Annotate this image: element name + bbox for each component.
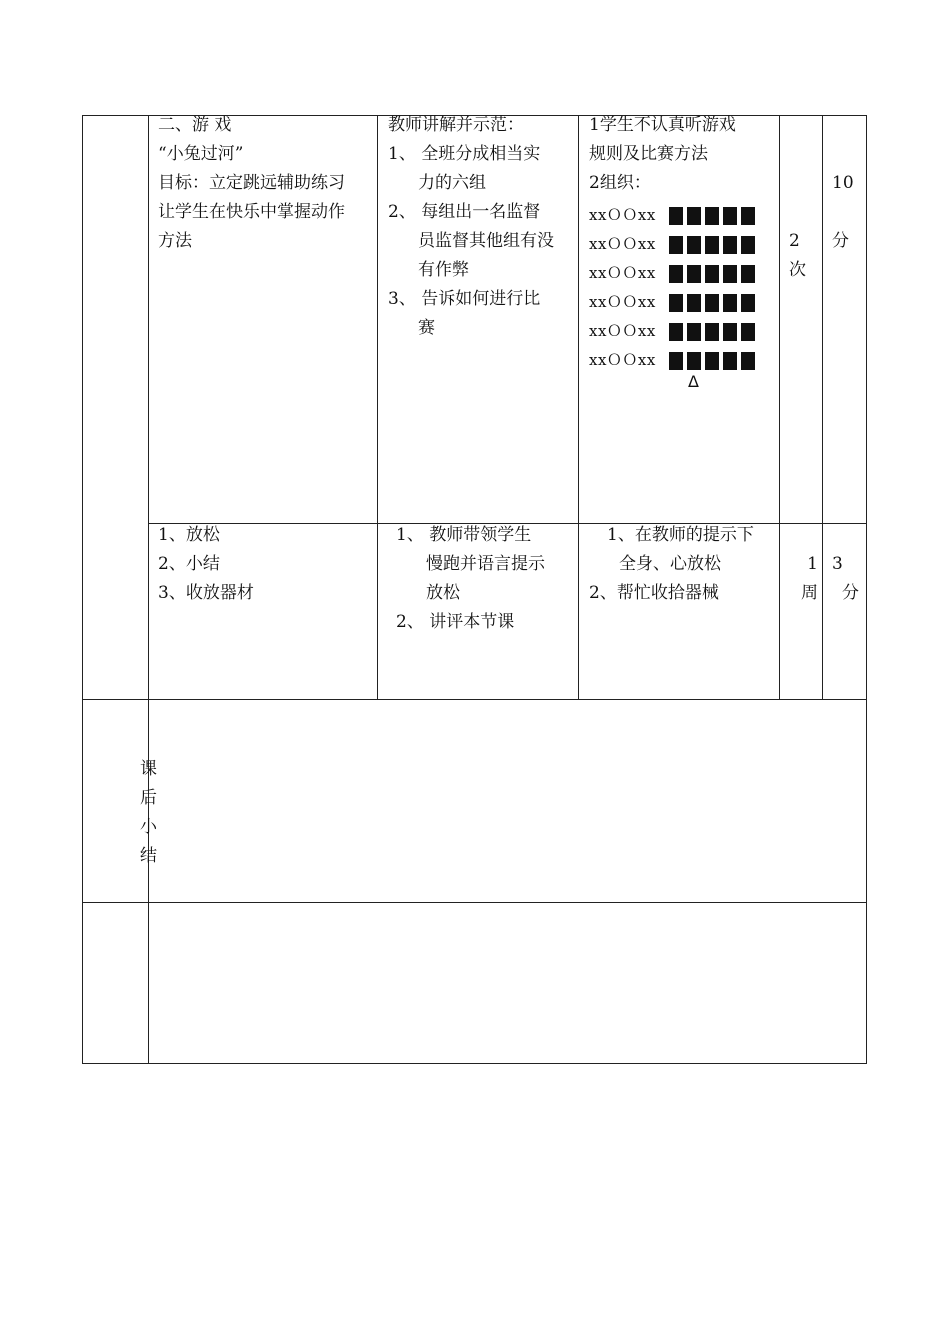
row1-time-number: 10 [832,173,854,193]
row1-time-spacer [832,198,854,227]
formation-row [589,317,755,346]
row-divider-3 [82,902,867,903]
row1-teacher-line: 员监督其他组有没 [418,231,554,251]
formation-students: xxＯＯxx [589,293,656,311]
row1-count-unit: 次 [789,260,806,280]
obstacle-blocks [669,236,755,254]
formation-students: xxＯＯxx [589,235,656,253]
formation-students: xxＯＯxx [589,264,656,282]
row1-content-line: “小兔过河” [158,144,244,164]
row1-teacher-line: 2、 每组出一名监督 [388,202,541,222]
formation-students: xxＯＯxx [589,206,656,224]
teacher-triangle-icon: Δ [688,372,699,391]
row2-student-line: 1、在教师的提示下 [607,525,754,545]
table-bottom-border [82,1063,867,1064]
summary-label [140,755,160,871]
obstacle-blocks [669,352,755,370]
row2-teacher-line: 放松 [426,583,460,603]
col-divider-3 [578,115,579,700]
row1-student-line: 规则及比赛方法 [589,144,708,164]
col-divider-1 [148,115,149,1064]
obstacle-blocks [669,323,755,341]
row1-teacher-line: 1、 全班分成相当实 [388,144,541,164]
row2-content-line: 1、放松 [158,525,220,545]
obstacle-blocks [669,207,755,225]
row1-student-cell [589,111,736,198]
row2-teacher-cell [396,521,545,637]
row2-count-unit: 周 [801,583,818,603]
row2-count-cell [800,550,818,608]
row1-content-line: 二、游 戏 [158,115,232,135]
row2-student-line: 全身、心放松 [619,554,721,574]
row2-teacher-line: 1、 教师带领学生 [396,525,532,545]
formation-row [589,201,755,230]
col-divider-4 [779,115,780,700]
row1-time-cell [832,169,854,256]
row2-content-line: 2、小结 [158,554,220,574]
row2-time-unit: 分 [842,583,859,603]
row2-student-cell [589,521,754,608]
row2-content-cell [158,521,254,608]
row1-time-unit: 分 [832,231,849,251]
row1-count-number: 2 [789,231,800,251]
formation-diagram [589,201,755,375]
row2-teacher-line: 慢跑并语言提示 [426,554,545,574]
summary-label-char: 课 [140,759,157,779]
summary-label-char: 后 [140,788,157,808]
col-divider-2 [377,115,378,700]
summary-label-char: 小 [140,817,157,837]
row2-content-line: 3、收放器材 [158,583,254,603]
row1-content-line: 目标：立定跳远辅助练习 [158,173,345,193]
formation-students: xxＯＯxx [589,322,656,340]
row1-student-line: 1学生不认真听游戏 [589,115,736,135]
row1-content-cell [158,111,345,256]
row2-teacher-line: 2、 讲评本节课 [396,612,515,632]
row1-teacher-line: 3、 告诉如何进行比 [388,289,541,309]
row1-content-line: 让学生在快乐中掌握动作 [158,202,345,222]
row1-teacher-line: 力的六组 [418,173,486,193]
row2-time-number: 3 [832,554,843,574]
row1-teacher-cell [388,111,554,343]
row-divider-2 [82,699,867,700]
formation-row [589,259,755,288]
row1-teacher-line: 赛 [418,318,435,338]
row1-teacher-line: 有作弊 [418,260,469,280]
formation-students: xxＯＯxx [589,351,656,369]
obstacle-blocks [669,265,755,283]
row2-student-line: 2、帮忙收拾器械 [589,583,719,603]
row1-student-line: 2组织： [589,173,651,193]
obstacle-blocks [669,294,755,312]
summary-label-char: 结 [140,846,157,866]
formation-row [589,288,755,317]
table-left-border [82,115,83,1064]
table-right-border [866,115,867,1064]
row1-content-line: 方法 [158,231,192,251]
row2-time-cell [832,550,859,608]
row2-count-number: 1 [807,554,818,574]
formation-row [589,346,755,375]
col-divider-5 [822,115,823,700]
row1-teacher-line: 教师讲解并示范： [388,115,524,135]
row1-count-cell [789,227,806,285]
formation-row [589,230,755,259]
